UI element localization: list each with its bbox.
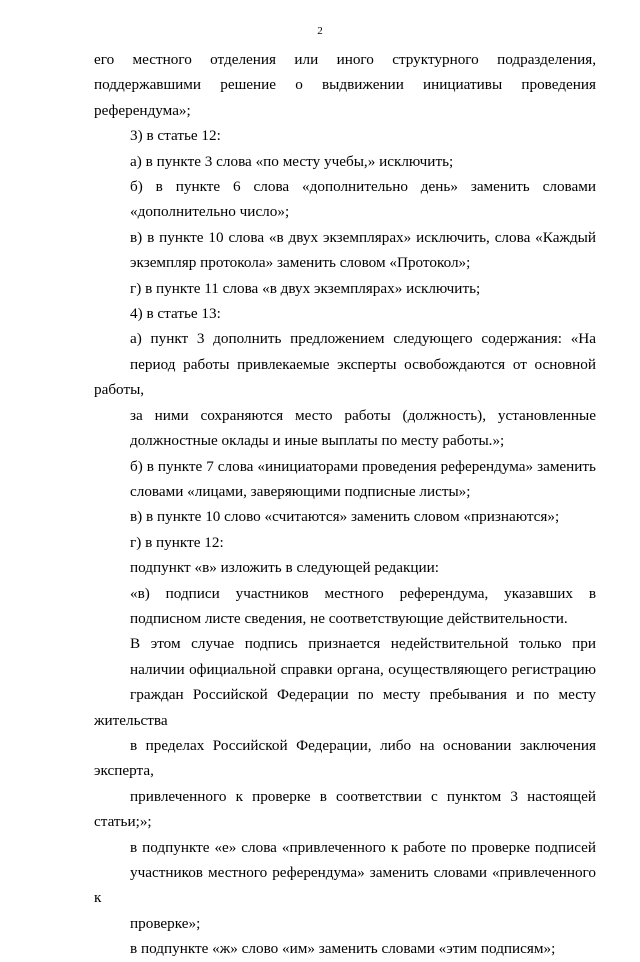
paragraph <box>94 504 596 529</box>
paragraph <box>94 149 596 174</box>
paragraph <box>94 225 596 276</box>
text-line: В этом случае подпись признается недействительной только при <box>130 635 596 653</box>
text-line: а) пункт 3 дополнить предложением следующего содержания: «На <box>130 330 596 348</box>
text-line: в) в пункте 10 слово «считаются» заменить словом «признаются»; <box>130 508 560 526</box>
text-line: экземпляр протокола» заменить словом «Протокол»; <box>130 254 471 272</box>
text-line: привлеченного к проверке в соответствии с пунктом 3 настоящей статьи;»; <box>94 787 596 831</box>
text-line: участников местного референдума» заменить словами «привлеченного к <box>94 864 596 907</box>
text-line: поддержавшими решение о выдвижении инициативы проведения <box>94 76 596 94</box>
text-line: период работы привлекаемые эксперты освобождаются от основной работы, <box>94 355 596 399</box>
paragraph <box>94 47 596 123</box>
text-line: «в) подписи участников местного референдума, указавших в <box>130 584 596 602</box>
paragraph <box>94 454 596 505</box>
text-line: 4) в статье 13: <box>130 305 221 323</box>
text-line: г) в пункте 12: <box>130 533 224 551</box>
page-number: 2 <box>317 25 323 37</box>
paragraph <box>94 530 596 555</box>
paragraph <box>94 555 596 580</box>
text-line: 3) в статье 12: <box>130 127 221 145</box>
text-line: референдума»; <box>94 101 191 119</box>
text-line: б) в пункте 7 слова «инициаторами проведения референдума» заменить <box>130 457 596 475</box>
paragraph <box>94 123 596 148</box>
paragraph <box>94 936 596 961</box>
text-line: словами «лицами, заверяющими подписные листы»; <box>130 482 471 500</box>
text-line: «дополнительно число»; <box>130 203 290 221</box>
text-line: его местного отделения или иного структурного подразделения, <box>94 51 596 68</box>
paragraph <box>94 276 596 301</box>
paragraph <box>94 301 596 326</box>
text-line: проверке»; <box>130 914 201 932</box>
text-line: должностные оклады и иные выплаты по месту работы.»; <box>130 432 505 450</box>
text-line: г) в пункте 11 слова «в двух экземплярах» исключить; <box>130 279 481 297</box>
text-line: за ними сохраняются место работы (должность), установленные <box>130 406 596 424</box>
paragraph <box>94 631 596 834</box>
text-line: подпункт «в» изложить в следующей редакции: <box>130 559 439 577</box>
text-line: в подпункте «ж» слово «им» заменить словами «этим подписям»; <box>130 940 556 958</box>
text-line: а) в пункте 3 слова «по месту учебы,» исключить; <box>130 152 454 170</box>
paragraph <box>94 174 596 225</box>
text-line: в) в пункте 10 слова «в двух экземплярах» исключить, слова «Каждый <box>130 228 596 246</box>
paragraph <box>94 581 596 632</box>
text-line: подписном листе сведения, не соответствующие действительности. <box>130 609 568 627</box>
paragraph <box>94 835 596 937</box>
text-line: б) в пункте 6 слова «дополнительно день» заменить словами <box>130 178 596 196</box>
text-line: наличии официальной справки органа, осуществляющего регистрацию <box>130 660 596 678</box>
document-body <box>94 47 596 962</box>
text-line: в подпункте «е» слова «привлеченного к работе по проверке подписей <box>130 838 596 856</box>
paragraph <box>94 326 596 453</box>
text-line: граждан Российской Федерации по месту пребывания и по месту жительства <box>94 686 596 729</box>
text-line: в пределах Российской Федерации, либо на основании заключения эксперта, <box>94 736 596 780</box>
